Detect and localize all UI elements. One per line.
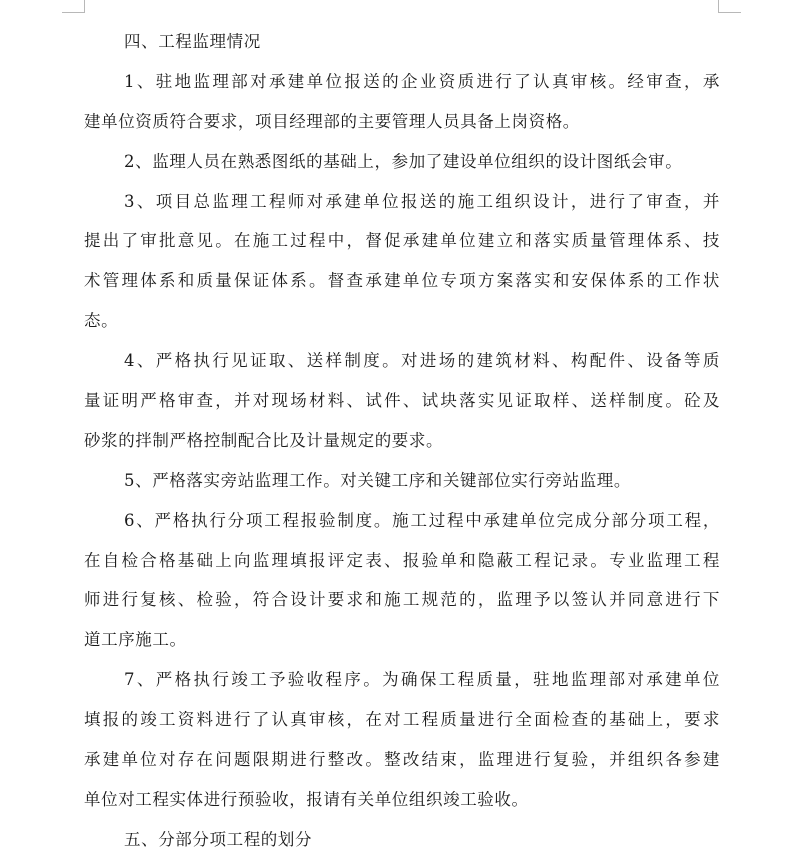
text-line: 态。	[84, 311, 119, 331]
text-line: 4、严格执行见证取、送样制度。对进场的建筑材料、构配件、设备等质	[124, 351, 720, 371]
text-line: 填报的竣工资料进行了认真审核，在对工程质量进行全面检查的基础上，要求	[84, 710, 720, 730]
text-line: 3、项目总监理工程师对承建单位报送的施工组织设计，进行了审查，并	[124, 191, 720, 211]
text-line: 2、监理人员在熟悉图纸的基础上，参加了建设单位组织的设计图纸会审。	[124, 151, 683, 171]
text-line: 6、严格执行分项工程报验制度。施工过程中承建单位完成分部分项工程，	[124, 510, 720, 530]
text-line: 师进行复核、检验，符合设计要求和施工规范的，监理予以签认并同意进行下	[84, 590, 720, 610]
text-line: 7、严格执行竣工予验收程序。为确保工程质量，驻地监理部对承建单位	[124, 670, 720, 690]
text-line: 砂浆的拌制严格控制配合比及计量规定的要求。	[84, 430, 444, 450]
text-line: 五、分部分项工程的划分	[124, 829, 313, 849]
text-line: 5、严格落实旁站监理工作。对关键工序和关键部位实行旁站监理。	[124, 470, 631, 490]
page-corner-mark-right	[718, 0, 741, 13]
text-line: 建单位资质符合要求，项目经理部的主要管理人员具备上岗资格。	[84, 111, 580, 131]
text-line: 量证明严格审查，并对现场材料、试件、试块落实见证取样、送样制度。砼及	[84, 391, 720, 411]
page-corner-mark-left	[62, 0, 85, 13]
text-line: 术管理体系和质量保证体系。督查承建单位专项方案落实和安保体系的工作状	[84, 271, 720, 291]
text-line: 道工序施工。	[84, 630, 187, 650]
document-body	[84, 22, 720, 860]
text-line: 承建单位对存在问题限期进行整改。整改结束，监理进行复验，并组织各参建	[84, 750, 720, 770]
text-line: 提出了审批意见。在施工过程中，督促承建单位建立和落实质量管理体系、技	[84, 231, 720, 251]
text-line: 在自检合格基础上向监理填报评定表、报验单和隐蔽工程记录。专业监理工程	[84, 550, 720, 570]
text-line: 1、驻地监理部对承建单位报送的企业资质进行了认真审核。经审查，承	[124, 71, 720, 91]
text-line: 四、工程监理情况	[124, 32, 261, 51]
text-line: 单位对工程实体进行预验收，报请有关单位组织竣工验收。	[84, 789, 529, 809]
